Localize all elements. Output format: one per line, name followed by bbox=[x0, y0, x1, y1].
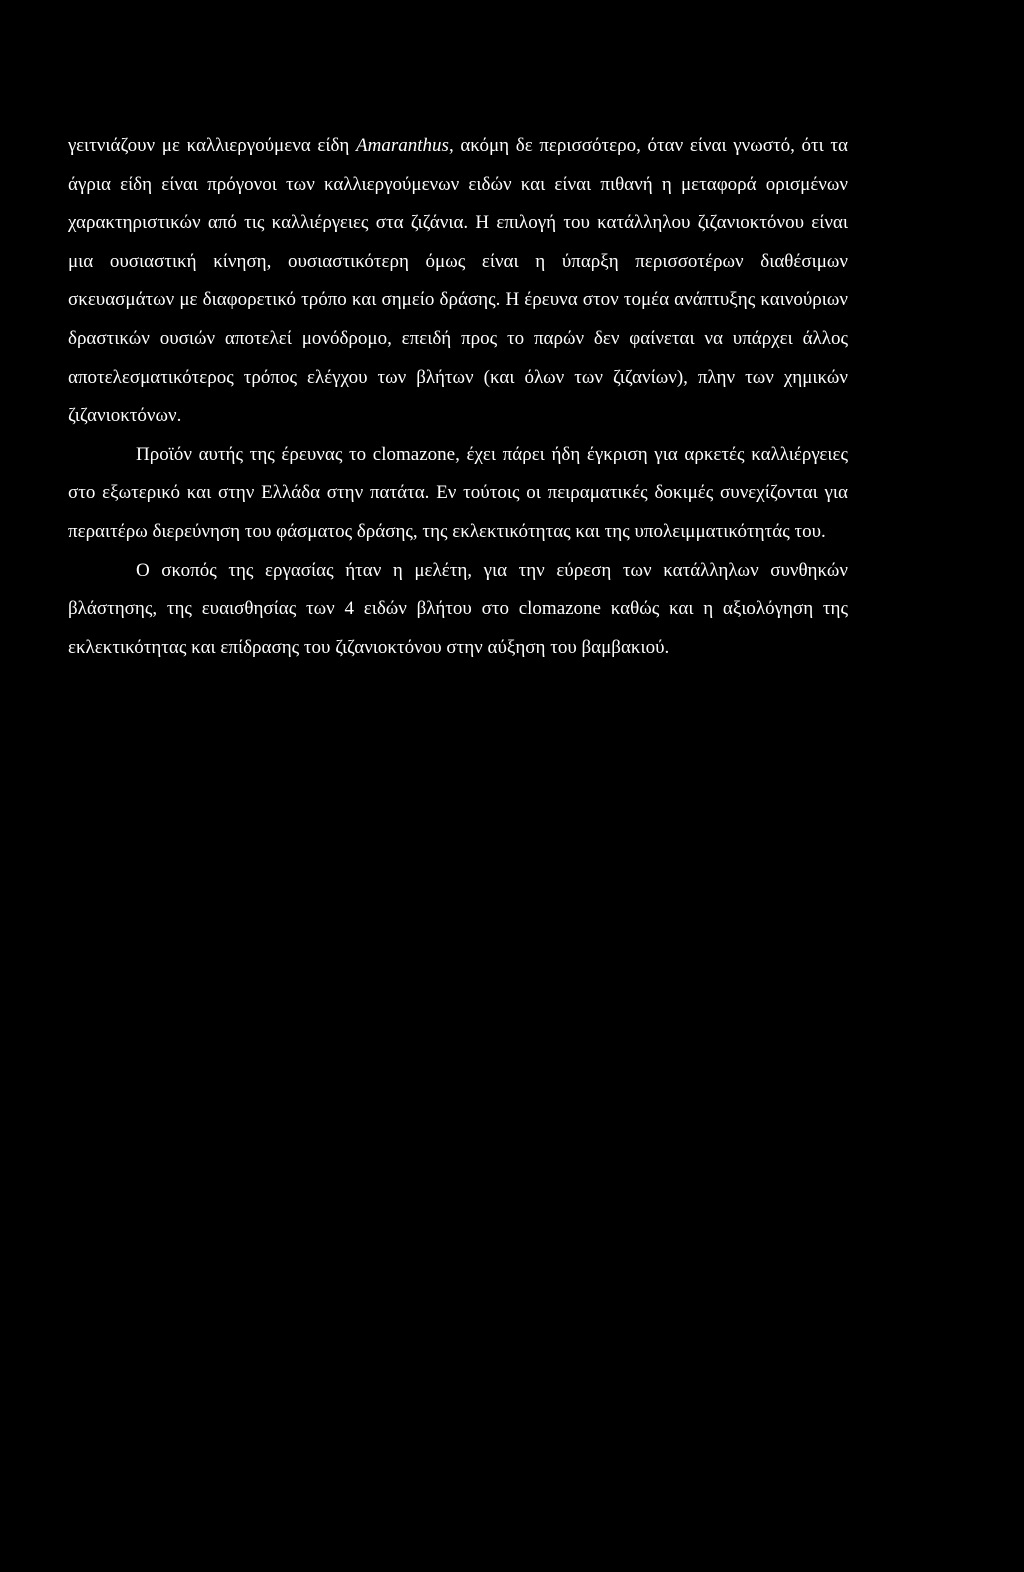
paragraph-1-rest: , ακόμη δε περισσότερο, όταν είναι γνωστό, ότι τα άγρια είδη είναι πρόγονοι των καλλιεργούμενων ειδών και είναι πιθανή η μεταφορά ορισμένων χαρακτηριστικών από τις καλλιέργειες στα ζιζάνια. Η επιλογή του κατάλληλου ζιζανιοκτόνου είναι μια ουσιαστική κίνηση, ουσιαστικότερη όμως είναι η ύπαρξη περισσοτέρων διαθέσιμων σκευασμάτων με διαφορετικό τρόπο και σημείο δράσης. Η έρευνα στον τομέα ανάπτυξης καινούριων δραστικών ουσιών αποτελεί μονόδρομο, επειδή προς το παρών δεν φαίνεται να υπάρχει άλλος αποτελεσματικότερος τρόπος ελέγχου των βλήτων (και όλων των ζιζανίων), πλην των χημικών ζιζανιοκτόνων. bbox=[68, 135, 848, 427]
paragraph-1 bbox=[68, 127, 848, 436]
species-name: Amaranthus bbox=[356, 135, 449, 156]
body-text bbox=[68, 127, 848, 667]
paragraph-1-start: γειτνιάζουν με καλλιεργούμενα είδη bbox=[68, 135, 357, 156]
paragraph-3: Ο σκοπός της εργασίας ήταν η μελέτη, για την εύρεση των κατάλληλων συνθηκών βλάστησης, της ευαισθησίας των 4 ειδών βλήτου στο clomazone καθώς και η αξιολόγηση της εκλεκτικότητας και επίδρασης του ζιζανιοκτόνου στην αύξηση του βαμβακιού. bbox=[68, 559, 848, 658]
paragraph-2: Προϊόν αυτής της έρευνας το clomazone, έχει πάρει ήδη έγκριση για αρκετές καλλιέργειες στο εξωτερικό και στην Ελλάδα στην πατάτα. Εν τούτοις οι πειραματικές δοκιμές συνεχίζονται για περαιτέρω διερεύνηση του φάσματος δράσης, της εκλεκτικότητας και της υπολειμματικότητάς του. bbox=[68, 443, 848, 542]
